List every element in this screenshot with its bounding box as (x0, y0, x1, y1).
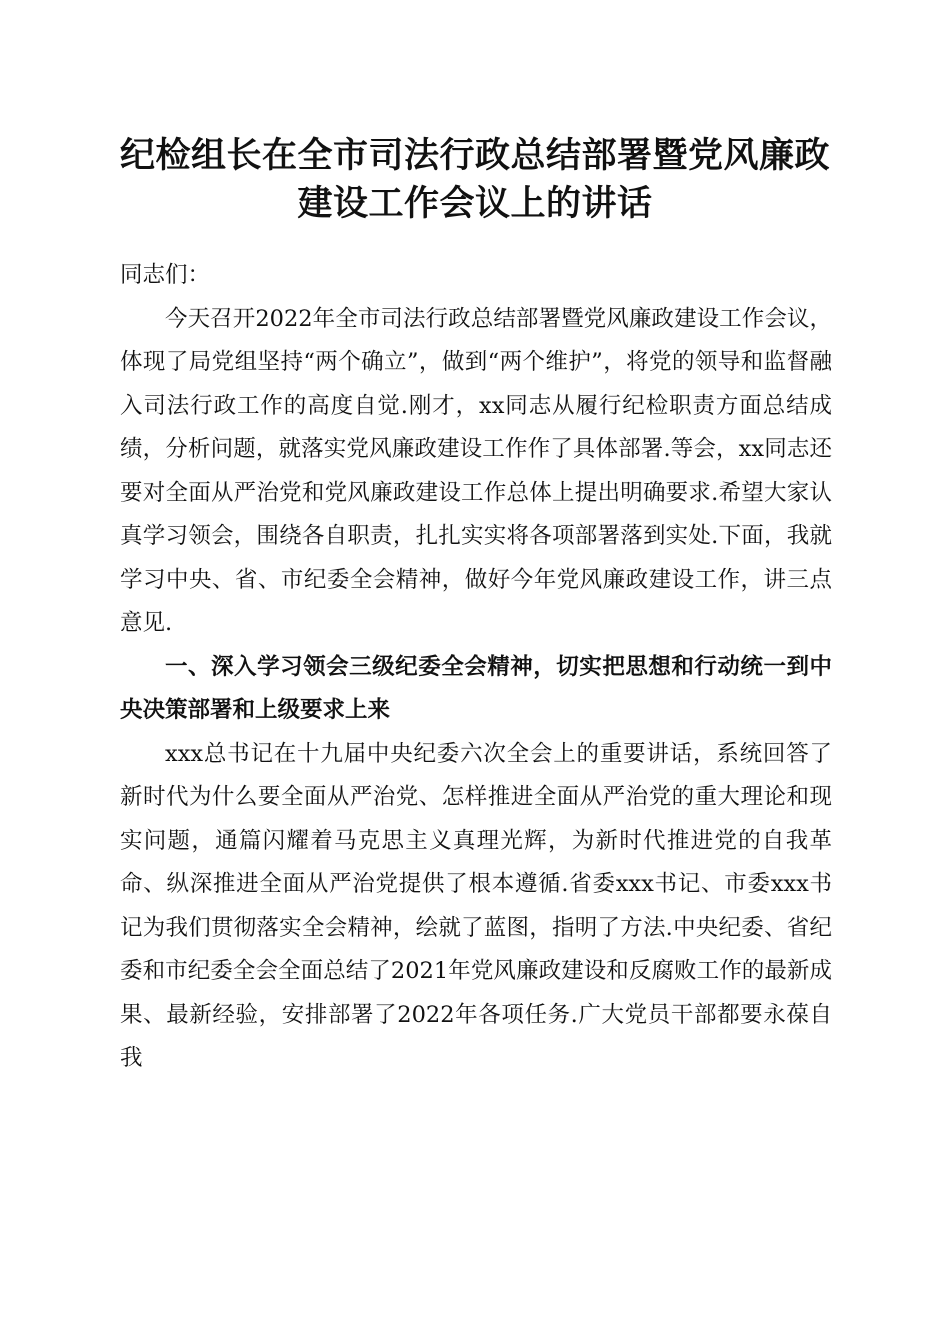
section-heading-1: 一、深入学习领会三级纪委全会精神，切实把思想和行动统一到中央决策部署和上级要求上来 (120, 653, 832, 723)
salutation: 同志们： (120, 262, 211, 288)
title-line-1: 纪检组长在全市司法行政总结部署暨党风廉政 (119, 136, 830, 176)
document-title (100, 132, 850, 228)
paragraph-section-1: xxx总书记在十九届中央纪委六次全会上的重要讲话，系统回答了新时代为什么要全面从严治党、怎样推进全面从严治党的重大理论和现实问题，通篇闪耀着马克思主义真理光辉，为新时代推进党的自我革命、纵深推进全面从严治党提供了根本遵循.省委xxx书记、市委xxx书记为我们贯彻落实全会精神，绘就了蓝图，指明了方法.中央纪委、省纪委和市纪委全会全面总结了2021年党风廉政建设和反腐败工作的最新成果、最新经验，安排部署了2022年各项任务.广大党员干部都要永葆自我 (120, 740, 832, 1071)
title-line-2: 建设工作会议上的讲话 (297, 184, 653, 224)
document-body (120, 254, 832, 1081)
paragraph-opening: 今天召开2022年全市司法行政总结部署暨党风廉政建设工作会议，体现了局党组坚持“两个确立”，做到“两个维护”，将党的领导和监督融入司法行政工作的高度自觉.刚才，xx同志从履行纪检职责方面总结成绩，分析问题，就落实党风廉政建设工作作了具体部署.等会，xx同志还要对全面从严治党和党风廉政建设工作总体上提出明确要求.希望大家认真学习领会，围绕各自职责，扎扎实实将各项部署落到实处.下面，我就学习中央、省、市纪委全会精神，做好今年党风廉政建设工作，讲三点意见. (120, 305, 832, 636)
